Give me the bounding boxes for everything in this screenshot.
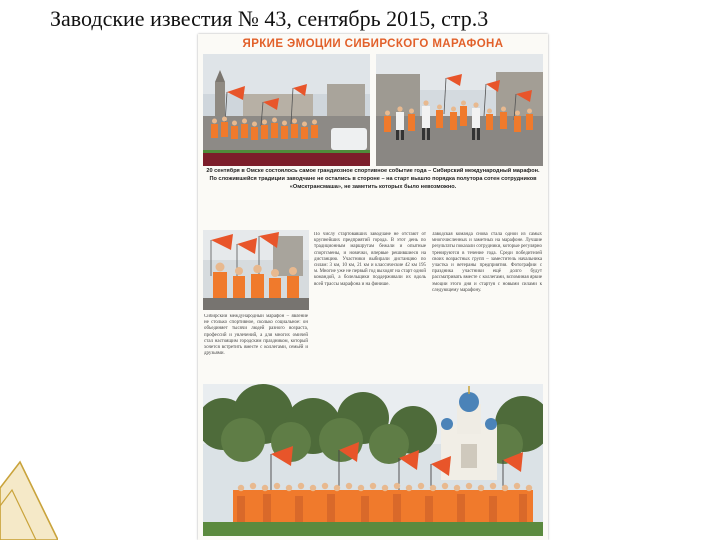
article-column-1: Сибирский международный марафон – явление не столько спортивное, сколько социальное: он объединяет тысячи людей разного возраста, профессий и увлечений, а для многих омичей стал настоящим городским праздником, который хочется встретить вместе с коллегами, семьёй и друзьями. — [204, 314, 308, 357]
photo-runners-right — [376, 54, 543, 166]
slide-title: Заводские известия № 43, сентябрь 2015, стр.3 — [50, 6, 489, 31]
photo-group-cathedral — [203, 384, 543, 536]
corner-decoration-icon — [0, 440, 58, 540]
newspaper-page — [198, 34, 548, 540]
photo-runners-left — [203, 54, 370, 166]
article-lead: 20 сентября в Омске состоялось самое грандиозное спортивное событие года – Сибирский международный марафон. По сложившейся традиции заводчане не остались в стороне – на старт вышло порядка полутора сотен сотрудников «Омсктрансмаша», не заметить которых было невозможно. — [206, 168, 540, 190]
article-column-2: По числу стартовавших заводчане не отстают от крупнейших предприятий города. В этот день по традиционным маршрутам бежали и опытные спортсмены, и новички, впервые решившиеся на дистанцию. Участники выбирали дистанцию по силам: 3 км, 10 км, 21 км и классические 42 км 195 м. Многие уже не первый год выходят на старт одной командой, а болельщики поддерживали их вдоль всей трассы марафона и на финише. — [314, 232, 426, 287]
photo-group-mid — [203, 230, 309, 310]
article-column-3: Заводская команда снова стала одной из самых многочисленных и заметных на марафоне. Лучшие результаты показали сотрудники, которые регулярно тренируются в течение года. Среди победителей своих возрастных групп – заместитель начальника участка и ветераны предприятия. Фотографии с праздника участники ещё долго будут рассматривать вместе с коллегами, вспоминая яркие эмоции этого дня и стартуя с новыми силами к следующему марафону. — [432, 232, 542, 293]
article-headline: ЯРКИЕ ЭМОЦИИ СИБИРСКОГО МАРАФОНА — [242, 38, 504, 50]
